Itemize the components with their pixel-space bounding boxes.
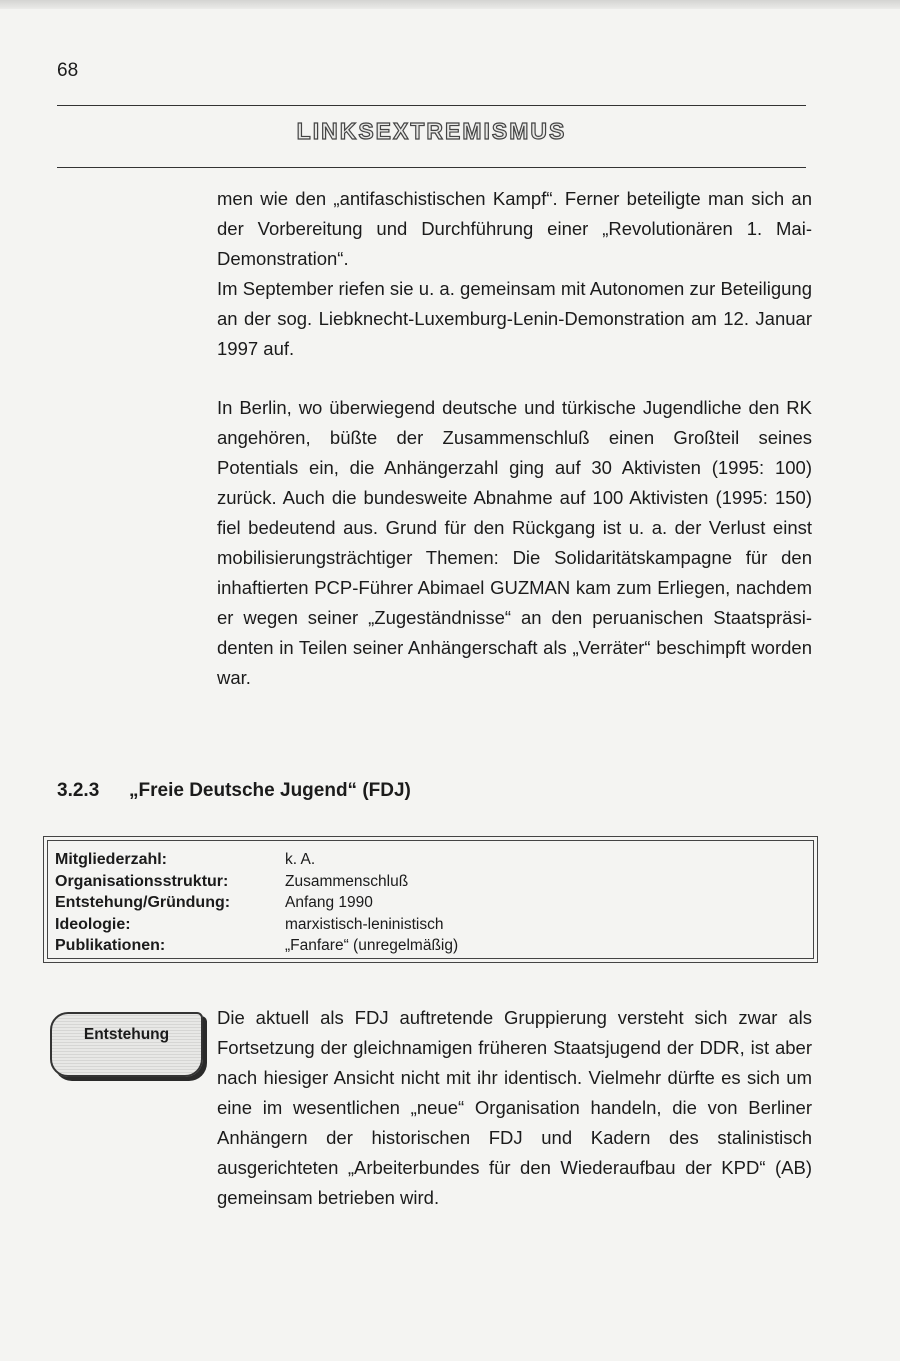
info-value: k. A.	[285, 851, 316, 868]
info-row	[55, 849, 458, 871]
section-number: 3.2.3	[57, 780, 100, 801]
info-row	[55, 871, 458, 893]
margin-tab-entstehung	[50, 1012, 203, 1077]
margin-tab-label: Entstehung	[83, 1026, 170, 1043]
info-value: „Fanfare“ (unregelmäßig)	[285, 937, 459, 954]
paragraph-1-text: men wie den „antifaschistischen Kampf“. Ferner beteiligte man sich an der Vorbereitung und Durchführung einer „Revolutionären 1. Mai-Demonstration“.	[217, 188, 812, 269]
info-value: marxistisch-leninistisch	[285, 915, 444, 933]
info-row	[55, 892, 458, 914]
entstehung-paragraph: Die aktuell als FDJ auftretende Gruppierung versteht sich zwar als Fortsetzung der gleichnamigen früheren Staatsjugend der DDR, ist aber nach hiesiger Ansicht nicht mit ihr identisch. Vielmehr dürfte es sich um eine im wesentlichen „neue“ Organisation handeln, die von Berliner Anhängern der historischen FDJ und Kadern des stalinistisch ausgerichteten „Arbeiterbundes für den Wiederaufbau der KPD“ (AB) gemeinsam betrieben wird.	[217, 1007, 812, 1208]
info-row	[55, 935, 458, 957]
header-rule-bottom	[57, 167, 806, 168]
info-row	[55, 914, 458, 936]
info-label: Entstehung/Gründung:	[55, 894, 231, 911]
page-top-edge	[0, 0, 900, 9]
info-label: Organisationsstruktur:	[55, 872, 229, 890]
info-value: Zusammenschluß	[285, 872, 409, 890]
info-label: Publikationen:	[55, 937, 166, 954]
info-box	[43, 836, 818, 963]
page-number: 68	[57, 60, 79, 81]
info-table	[55, 849, 458, 957]
header-rule-top	[57, 105, 806, 106]
info-label: Ideologie:	[55, 915, 131, 933]
margin-tab-shape	[50, 1012, 203, 1077]
body-paragraph-1	[217, 184, 812, 364]
info-label: Mitgliederzahl:	[55, 851, 168, 868]
body-paragraph-2: In Berlin, wo überwiegend deutsche und türkische Jugendliche den RK angehören, büßte der Zusammenschluß einen Großteil seines Potentials ein, die Anhängerzahl ging auf 30 Aktivisten (1995: 100) zurück. Auch die bundesweite Abnahme auf 100 Aktivisten (1995: 150) fiel bedeutend aus. Grund für den Rückgang ist u. a. der Verlust einst mobilisierungsträchtiger Themen: Die Solidaritätskampagne für den inhaftierten PCP-Führer Abimael GUZMAN kam zum Erliegen, nachdem er wegen seiner „Zugeständnisse“ an den peruanischen Staatspräsidenten in Teilen seiner Anhängerschaft als „Verräter“ beschimpft worden war.	[217, 397, 812, 688]
section-title: „Freie Deutsche Jugend“ (FDJ)	[129, 780, 411, 801]
running-header-title: LINKSEXTREMISMUS	[296, 118, 567, 144]
section-heading	[57, 780, 411, 802]
paragraph-1b-text: Im September riefen sie u. a. gemeinsam mit Autonomen zur Beteiligung an der sog. Liebknecht-Luxemburg-Lenin-Demonstration am 12. Januar 1997 auf.	[217, 278, 812, 359]
info-value: Anfang 1990	[285, 894, 373, 911]
